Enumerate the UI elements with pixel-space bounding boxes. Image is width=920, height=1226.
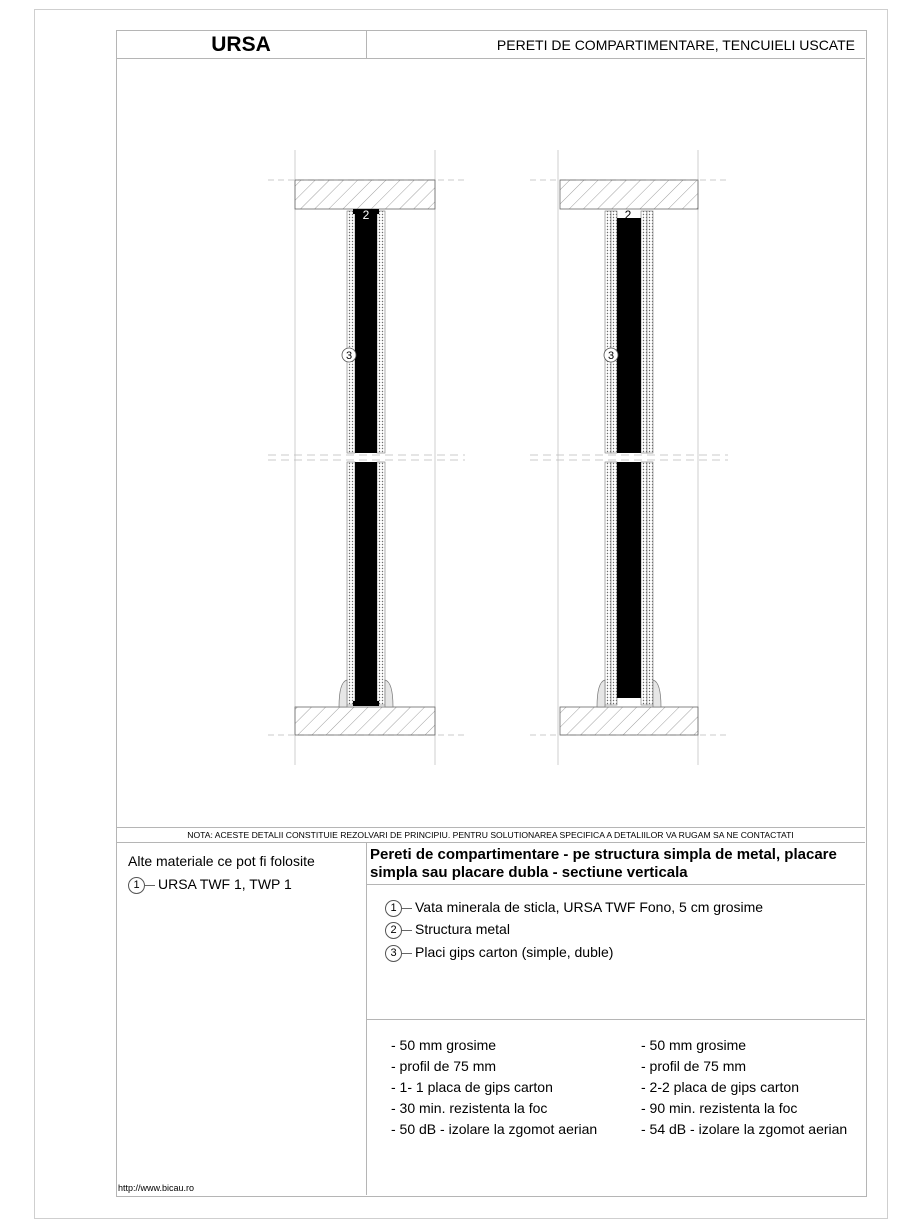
gypsum-board xyxy=(641,211,647,453)
legend-item xyxy=(385,899,763,917)
legend-text: Placi gips carton (simple, duble) xyxy=(415,944,614,960)
alternative-item-text: URSA TWF 1, TWP 1 xyxy=(158,876,292,892)
gypsum-board xyxy=(611,462,617,705)
right-wall-detail xyxy=(530,150,728,765)
floor-slab xyxy=(560,707,698,735)
description-title: Pereti de compartimentare - pe structura simpla de metal, placare simpla sau placare dubla - sectiune verticala xyxy=(370,846,837,881)
spec-line: - 1- 1 placa de gips carton xyxy=(391,1079,553,1095)
legend-number-badge: 3 xyxy=(385,945,402,962)
label-3: 3 xyxy=(607,350,615,362)
spec-line: - profil de 75 mm xyxy=(641,1058,747,1074)
gypsum-board xyxy=(377,211,385,453)
sealant xyxy=(653,680,661,707)
gypsum-board xyxy=(647,462,653,705)
ceiling-slab xyxy=(295,180,435,209)
brand-logo: URSA xyxy=(211,33,271,56)
sealant xyxy=(339,680,347,707)
description-divider xyxy=(366,884,865,885)
sealant xyxy=(597,680,605,707)
mineral-wool-core xyxy=(355,462,377,702)
mineral-wool-core xyxy=(617,218,641,453)
item-number-badge: 1 xyxy=(128,877,145,894)
footer-url: http://www.bicau.ro xyxy=(118,1183,195,1193)
spec-list-simple xyxy=(391,1035,597,1140)
label-3: 3 xyxy=(345,350,353,362)
nota-disclaimer: NOTA: ACESTE DETALII CONSTITUIE REZOLVARI DE PRINCIPIU. PENTRU SOLUTIONAREA SPECIFICA A DETALIILOR VA RUGAM SA NE CONTACTATI xyxy=(187,830,794,840)
spec-line: - 30 min. rezistenta la foc xyxy=(391,1100,548,1116)
spec-list-double xyxy=(641,1035,847,1140)
legend-item xyxy=(385,944,613,962)
label-2: 2 xyxy=(624,208,632,222)
spec-line: - 50 mm grosime xyxy=(641,1037,747,1053)
gypsum-board xyxy=(347,462,355,705)
legend-item xyxy=(385,921,510,939)
gypsum-board xyxy=(377,462,385,705)
legend-number-badge: 1 xyxy=(385,900,402,917)
mineral-wool-core xyxy=(617,462,641,698)
gypsum-board xyxy=(347,211,355,453)
spec-line: - 50 mm grosime xyxy=(391,1037,497,1053)
left-wall-detail xyxy=(268,150,465,765)
spec-line: - 90 min. rezistenta la foc xyxy=(641,1100,798,1116)
spec-line: - 50 dB - izolare la zgomot aerian xyxy=(391,1121,598,1137)
floor-slab xyxy=(295,707,435,735)
gypsum-board xyxy=(641,462,647,705)
spec-line: - 2-2 placa de gips carton xyxy=(641,1079,799,1095)
mineral-wool-core xyxy=(355,214,377,453)
spec-line: - 54 dB - izolare la zgomot aerian xyxy=(641,1121,848,1137)
document-title: PERETI DE COMPARTIMENTARE, TENCUIELI USCATE xyxy=(496,37,855,53)
ceiling-slab xyxy=(560,180,698,209)
legend-divider xyxy=(366,1019,865,1020)
legend-text: Vata minerala de sticla, URSA TWF Fono, 5 cm grosime xyxy=(415,899,764,915)
gypsum-board xyxy=(605,211,611,453)
sealant xyxy=(385,680,393,707)
floor-track xyxy=(353,701,379,706)
label-2: 2 xyxy=(362,208,370,222)
legend-text: Structura metal xyxy=(415,921,510,937)
nota-bottom-divider xyxy=(116,842,865,843)
gypsum-board xyxy=(647,211,653,453)
alternatives-title: Alte materiale ce pot fi folosite xyxy=(128,853,315,869)
alternative-item xyxy=(128,876,292,894)
gypsum-board xyxy=(605,462,611,705)
spec-line: - profil de 75 mm xyxy=(391,1058,497,1074)
gypsum-board xyxy=(611,211,617,453)
legend-number-badge: 2 xyxy=(385,922,402,939)
